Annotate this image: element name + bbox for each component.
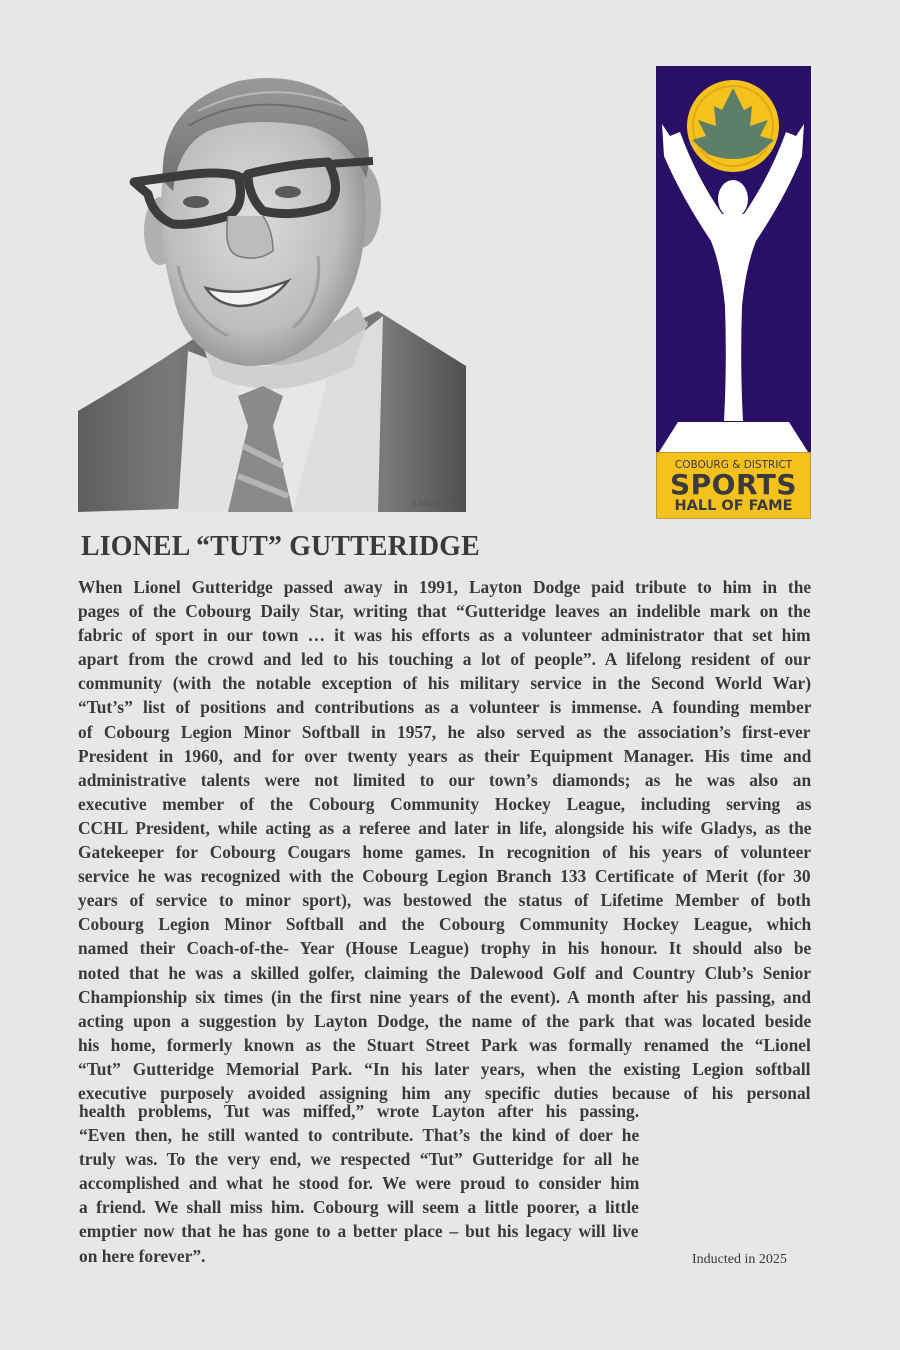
bio-line: When Lionel Gutteridge passed away in 1991, Layton Dodge paid tribute to him in the [78,577,812,597]
quote-line: accomplished and what he stood for. We were proud to consider him [79,1173,640,1194]
bio-line: President in 1960, and for over twenty years as their Equipment Manager. His time and [78,745,812,766]
induction-year: Inducted in 2025 [692,1252,787,1267]
bio-line: Gatekeeper for Cobourg Cougars home games. In recognition of his years of volunteer [78,842,812,863]
bio-line: apart from the crowd and led to his touching a lot of people”. A lifelong resident of our [78,649,811,670]
portrait-image [78,66,466,512]
bio-line: of Cobourg Legion Minor Softball in 1957, he also served as the association’s first-ever [78,721,811,742]
quote-line: on here forever”. [79,1245,206,1266]
logo-line-1: COBOURG & DISTRICT [674,458,793,471]
portrait-drawing [78,66,466,512]
bio-line: “Tut’s” list of positions and contributions as a volunteer is immense. A founding member [78,697,812,718]
bio-line: service he was recognized with the Cobourg Legion Branch 133 Certificate of Merit (for 30 [78,866,811,887]
logo-text-band [656,452,811,519]
bio-line: executive member of the Cobourg Community Hockey League, including serving as [78,793,812,814]
bio-line: fabric of sport in our town … it was his efforts as a volunteer administrator that set him [78,625,811,646]
inductee-name: LIONEL “TUT” GUTTERIDGE [81,530,480,562]
bio-line: executive purposely avoided assigning him any specific duties because of his personal [78,1082,811,1103]
quote-line: “Even then, he still wanted to contribute. That’s the kind of doer he [79,1125,640,1146]
quote-text [79,1099,639,1268]
quote-line: health problems, Tut was miffed,” wrote Layton after his passing. [79,1101,640,1121]
bio-line: acting upon a suggestion by Layton Dodge, the name of the park that was located beside [78,1010,812,1031]
bio-line: Championship six times (in the first nine years of the event). A month after his passing, and [78,986,812,1007]
bio-line: CCHL President, while acting as a referee and later in life, alongside his wife Gladys, as the [78,817,812,838]
quote-line: a friend. We shall miss him. Cobourg will seem a little poorer, a little [79,1197,639,1218]
bio-line: Cobourg Legion Minor Softball and the Cobourg Community Hockey League, which [78,914,812,935]
logo-line-2: SPORTS [669,468,798,501]
quote-line: emptier now that he has gone to a better place – but his legacy will live [79,1221,639,1242]
biography-text [78,575,811,1105]
svg-text:Lahey '25: Lahey '25 [413,499,457,509]
bio-line: “Tut” Gutteridge Memorial Park. “In his later years, when the existing Legion softball [78,1058,811,1079]
bio-line: pages of the Cobourg Daily Star, writing that “Gutteridge leaves an indelible mark on the [78,601,811,622]
bio-line: his home, formerly known as the Stuart Street Park was formally renamed the “Lionel [78,1034,811,1055]
bio-line: years of service to minor sport), was bestowed the status of Lifetime Member of both [78,890,811,911]
bio-line: administrative talents were not limited to our town’s diamonds; as he was also an [78,769,812,790]
logo-line-3: HALL OF FAME [674,498,793,514]
hall-of-fame-logo [656,66,811,519]
quote-line: truly was. To the very end, we respected “Tut” Gutteridge for all he [79,1149,640,1170]
bio-line: noted that he was a skilled golfer, claiming the Dalewood Golf and Country Club’s Senior [78,962,812,983]
bio-line: community (with the notable exception of his military service in the Second World War) [78,673,811,694]
bio-line: named their Coach-of-the- Year (House League) trophy in his honour. It should also be [78,938,812,959]
